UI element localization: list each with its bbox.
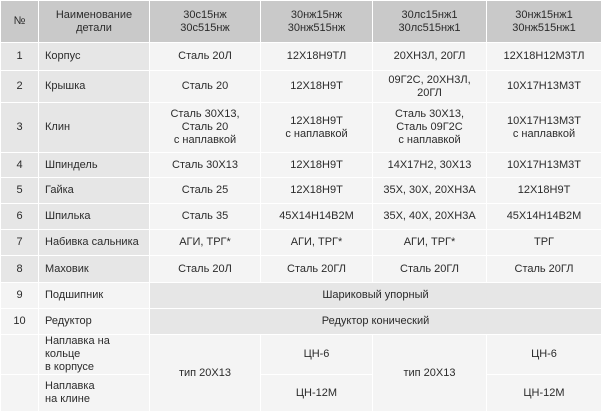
- row-number: [1, 335, 39, 375]
- row-number: [1, 375, 39, 412]
- material-cell: АГИ, ТРГ*: [373, 230, 487, 256]
- material-line: с наплавкой: [376, 134, 483, 147]
- material-line: с наплавкой: [490, 128, 598, 141]
- part-name: Корпус: [39, 43, 150, 71]
- material-cell: Сталь 20: [150, 71, 261, 103]
- part-name: Набивка сальника: [39, 230, 150, 256]
- table-row: [1, 230, 601, 256]
- material-line: 09Г2С, 20ХН3Л,: [376, 74, 483, 87]
- header-col1: [150, 1, 261, 43]
- header-part-name: [39, 1, 150, 43]
- part-name: Шпиндель: [39, 153, 150, 178]
- material-cell: ЦН-12М: [487, 375, 601, 412]
- table-row: [1, 178, 601, 204]
- material-cell: 20ХН3Л, 20ГЛ: [373, 43, 487, 71]
- material-cell: Сталь 20Л: [150, 43, 261, 71]
- material-cell: 45Х14Н14В2М: [261, 204, 373, 230]
- row-number: 10: [1, 309, 39, 335]
- header-col3-line2: 30лс515нж1: [376, 22, 483, 35]
- part-name: Маховик: [39, 256, 150, 283]
- row-number: 6: [1, 204, 39, 230]
- material-line: 10Х17Н13М3Т: [490, 115, 598, 128]
- header-col1-line1: 30с15нж: [153, 9, 257, 22]
- material-cell: Сталь 20ГЛ: [373, 256, 487, 283]
- material-cell: 12Х18Н9Т: [261, 71, 373, 103]
- part-name: Шпилька: [39, 204, 150, 230]
- material-line: Сталь 30Х13,: [376, 108, 483, 121]
- material-cell: 35Х, 40Х, 20ХН3А: [373, 204, 487, 230]
- material-line: с наплавкой: [264, 128, 369, 141]
- material-cell: ТРГ: [487, 230, 601, 256]
- material-cell: Сталь 20ГЛ: [261, 256, 373, 283]
- material-cell: [487, 103, 601, 153]
- table-row: [1, 153, 601, 178]
- table-row: [1, 204, 601, 230]
- material-line: 12Х18Н9Т: [264, 115, 369, 128]
- part-name: Подшипник: [39, 283, 150, 309]
- header-col4-line1: 30нж15нж1: [490, 9, 598, 22]
- table-row: [1, 309, 601, 335]
- table-row: [1, 71, 601, 103]
- header-num: №: [1, 1, 39, 43]
- table-row: [1, 256, 601, 283]
- header-col2: [261, 1, 373, 43]
- header-col3: [373, 1, 487, 43]
- material-cell: 45Х14Н14В2М: [487, 204, 601, 230]
- header-part-name-line2: детали: [42, 22, 146, 35]
- row-number: 5: [1, 178, 39, 204]
- material-cell: ЦН-6: [487, 335, 601, 375]
- material-cell: Сталь 30Х13: [150, 153, 261, 178]
- material-cell: Сталь 25: [150, 178, 261, 204]
- header-row: [1, 1, 601, 43]
- material-cell: 12Х18Н9Т: [261, 178, 373, 204]
- row-number: 4: [1, 153, 39, 178]
- table-row: [1, 43, 601, 71]
- material-cell: 12Х18Н9Т: [487, 178, 601, 204]
- table-row: [1, 335, 601, 375]
- part-name: Крышка: [39, 71, 150, 103]
- part-name-line: в корпусе: [45, 361, 146, 374]
- part-name: Клин: [39, 103, 150, 153]
- material-cell: тип 20Х13: [150, 335, 261, 412]
- material-cell: 12Х18Н9ТЛ: [261, 43, 373, 71]
- header-part-name-line1: Наименование: [42, 9, 146, 22]
- material-cell: АГИ, ТРГ*: [261, 230, 373, 256]
- material-line: Сталь 09Г2С: [376, 121, 483, 134]
- header-col4: [487, 1, 601, 43]
- material-cell: 35Х, 30Х, 20ХН3А: [373, 178, 487, 204]
- material-cell: тип 20Х13: [373, 335, 487, 412]
- header-col1-line2: 30с515нж: [153, 22, 257, 35]
- row-number: 7: [1, 230, 39, 256]
- material-cell: Сталь 35: [150, 204, 261, 230]
- table-row: [1, 103, 601, 153]
- part-name: [39, 375, 150, 412]
- part-name: [39, 335, 150, 375]
- row-number: 2: [1, 71, 39, 103]
- material-cell: [373, 103, 487, 153]
- material-cell: 12Х18Н9Т: [261, 153, 373, 178]
- material-span-cell: Редуктор конический: [150, 309, 601, 335]
- material-cell: ЦН-12М: [261, 375, 373, 412]
- part-name: Редуктор: [39, 309, 150, 335]
- table-row: [1, 283, 601, 309]
- material-line: с наплавкой: [153, 134, 257, 147]
- part-name-line: Наплавка на кольце: [45, 335, 146, 361]
- material-span-cell: Шариковый упорный: [150, 283, 601, 309]
- material-cell: 10Х17Н13М3Т: [487, 153, 601, 178]
- material-cell: 10Х17Н13М3Т: [487, 71, 601, 103]
- header-col4-line2: 30нж515нж1: [490, 22, 598, 35]
- part-name-line: Наплавка: [45, 380, 146, 393]
- material-cell: 14Х17Н2, 30Х13: [373, 153, 487, 178]
- material-cell: Сталь 20ГЛ: [487, 256, 601, 283]
- header-col2-line1: 30нж15нж: [264, 9, 369, 22]
- material-cell: [261, 103, 373, 153]
- material-line: Сталь 30Х13,: [153, 108, 257, 121]
- material-line: 20ГЛ: [376, 87, 483, 100]
- row-number: 1: [1, 43, 39, 71]
- material-cell: [150, 103, 261, 153]
- header-col3-line1: 30лс15нж1: [376, 9, 483, 22]
- material-cell: АГИ, ТРГ*: [150, 230, 261, 256]
- row-number: 3: [1, 103, 39, 153]
- material-cell: Сталь 20Л: [150, 256, 261, 283]
- material-cell: ЦН-6: [261, 335, 373, 375]
- material-cell: [373, 71, 487, 103]
- row-number: 8: [1, 256, 39, 283]
- part-name-line: на клине: [45, 393, 146, 406]
- part-name: Гайка: [39, 178, 150, 204]
- table-row: [1, 375, 601, 412]
- material-cell: 12Х18Н12М3ТЛ: [487, 43, 601, 71]
- header-col2-line2: 30нж515нж: [264, 22, 369, 35]
- row-number: 9: [1, 283, 39, 309]
- material-line: Сталь 20: [153, 121, 257, 134]
